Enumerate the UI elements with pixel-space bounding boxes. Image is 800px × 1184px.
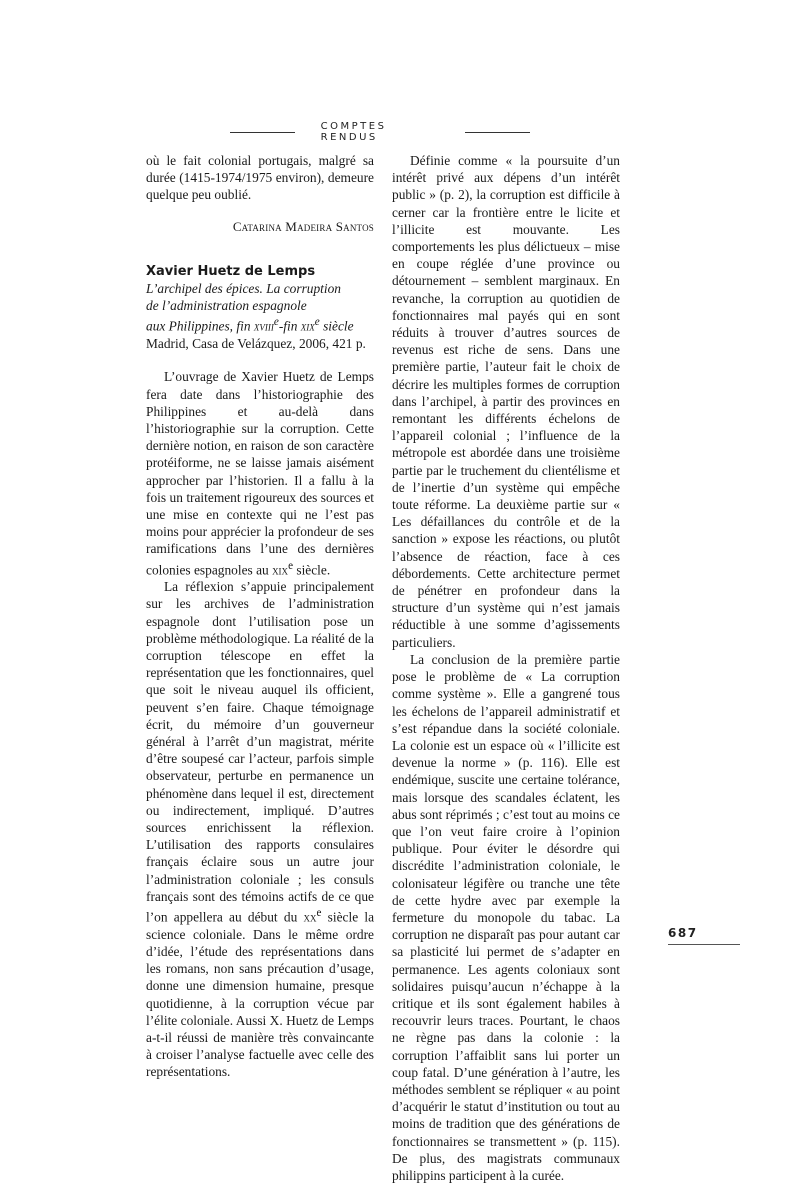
superscript: e: [288, 559, 294, 572]
book-title: [146, 280, 374, 335]
left-column: [146, 152, 374, 1081]
paragraph-text: La réflexion s’appuie principalement sur les archives de l’administration espagnole dont l’utilisation pose un problème méthodologique. La réalité de la corruption télescope en effet la représentation que les fonctionnaires, quel que soit le niveau auquel ils officient, peuvent s’en faire. Chaque témoignage écrit, du mémoire d’un gouverneur général à l’arrêt d’un magistrat, mérite d’être soupesé car l’acteur, parfois simple observateur, perturbe en permanence un phénomène dans lequel il est, directement ou indirectement, impliqué. D’autres sources enrichissent la réflexion. L’utilisation des rapports consulaires français éclaire sous un autre jour l’administration coloniale ; les consuls français sont des témoins actifs de ce que l’on appellera au début du: [146, 579, 374, 925]
header-rule-left: [230, 132, 295, 133]
paragraph: [146, 578, 374, 1080]
header-rule-right: [465, 132, 530, 133]
paragraph-text: siècle.: [293, 562, 331, 577]
superscript: e: [314, 316, 320, 329]
previous-review-ending: où le fait colonial portugais, malgré sa durée (1415-1974/1975 environ), demeure quelque peu oublié.: [146, 153, 374, 203]
page-number: 687: [668, 926, 698, 940]
century-numeral: xix: [272, 562, 289, 577]
century-numeral: xviii: [253, 318, 274, 334]
book-title-line: L’archipel des épices. La corruption: [146, 281, 342, 297]
book-title-part: -fin: [278, 318, 301, 334]
right-column: [392, 152, 620, 1184]
century-numeral: xix: [300, 318, 315, 334]
paragraph: Définie comme « la poursuite d’un intérêt privé aux dépens d’un intérêt public » (p. 2), la corruption est difficile à cerner car la frontière entre le licite et l’illicite est mouvante. Les comportements les plus délictueux – mise en coupe réglée d’une province ou détournement – semblent marginaux. En revanche, la corruption au quotidien de fonctionnaires mal payés qui en sont réduits à trouver d’autres sources de revenus est riche de sens. Dans une première partie, l’auteur fait le choix de décrire les multiples formes de corruption dans l’archipel, à partir des provinces en remontant les différents échelons de l’appareil colonial ; l’influence de la métropole est abordée dans une troisième partie par le truchement du clientélisme et de l’inertie d’un système qui empêche toute réforme. La deuxième partie sur « Les défaillances du contrôle et de la sanction » expose les réactions, ou plutôt l’absence de réaction, face à ces débordements. Cette architecture permet de pénétrer en profondeur dans la structure d’un système qui n’est jamais réductible à une somme d’agissements particuliers.: [392, 153, 620, 650]
reviewer-signature: Catarina Madeira Santos: [232, 218, 374, 234]
superscript: e: [316, 907, 322, 920]
running-head: [230, 121, 530, 143]
page-number-rule: [668, 944, 740, 945]
paragraph-text: L’ouvrage de Xavier Huetz de Lemps fera date dans l’historiographie des Philippines et au-delà dans l’historiographie sur la corruption. Cette dernière notion, en raison de son caractère protéiforme, ne se laisse jamais aisément approcher par l’historien. Il a fallu à la fois un traitement rigoureux des sources et une mise en contexte qui ne l’est pas moins pour apprécier la profondeur de ses ramifications dans l’une des dernières colonies espagnoles au: [146, 369, 374, 577]
book-title-line: de l’administration espagnole: [146, 298, 307, 314]
paragraph-text: siècle la science coloniale. Dans le même ordre d’idée, l’étude des représentations dans les romans, non sans précaution d’usage, donne une dimension humaine, presque quotidienne, à la corruption vécue par l’élite coloniale. Aussi X. Huetz de Lemps a-t-il réussi de manière très convaincante à croiser l’analyse factuelle avec celle des représentations.: [146, 909, 375, 1080]
paragraph: La conclusion de la première partie pose le problème de « La corruption comme système ». Elle a gangrené tous les échelons de l’appareil administratif et s’est répandue dans la société coloniale. La colonie est un espace où « l’illicite est devenue la norme » (p. 116). Elle est endémique, suscite une certaine tolérance, mais lorsque des scandales éclatent, les abus sont réprimés ; c’est tout au moins ce que l’on veut faire croire à l’opinion publique. Pour éviter le désordre qui discrédite l’administration coloniale, le colonisateur légifère ou tranche une tête de cette hydre avec par exemple la fermeture du monopole du tabac. La corruption ne disparaît pas pour autant car sa plasticité lui permet de s’adapter en permanence. Les agents coloniaux sont solidaires puisqu’aucun n’échappe à la critique et ils sont également habiles à recouvrir leurs traces. Pourtant, le chaos ne règne pas dans la colonie : la corruption l’affaiblit sans lui porter un coup fatal. D’une génération à l’autre, les méthodes semblent se répliquer « au point d’acquérir le statut d’institution ou tout au moins de tradition que des générations de fonctionnaires se transmettent » (p. 115). De plus, des magistrats communaux philippins participent à la curée.: [392, 651, 620, 1183]
book-title-part: siècle: [319, 318, 354, 334]
running-title: COMPTES RENDUS: [320, 121, 387, 143]
book-publication: Madrid, Casa de Velázquez, 2006, 421 p.: [146, 336, 366, 352]
book-author: Xavier Huetz de Lemps: [146, 263, 316, 279]
century-numeral: xx: [303, 909, 317, 925]
superscript: e: [273, 316, 279, 329]
book-title-line: aux Philippines, fin: [146, 318, 254, 334]
paragraph: [146, 368, 374, 578]
